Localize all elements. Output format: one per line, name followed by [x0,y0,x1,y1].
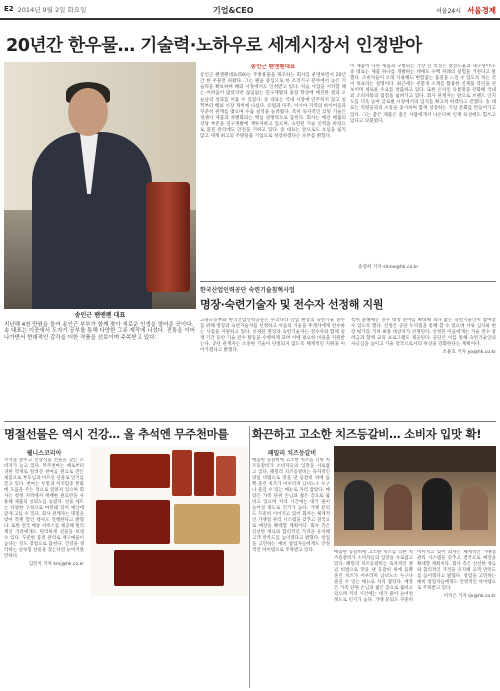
story-left-brand: 웰니스코리아 [26,450,62,457]
header-right [436,5,496,16]
story-right-body-2 [334,550,496,688]
sub-article-text-2: 특히 올해에는 전수 대상 분야를 확대해 보다 많은 숙련기술인이 참여할 수 있도록 했다. 신청은 공단 누리집을 통해 할 수 있으며 서류 심사와 현장 평가를 거쳐 최종 대상자가 선정된다. 선정된 이들에게는 기술 전수 장려금과 함께 교육 프로그램도 제공된다. 공단은 이를 통해 숙련기술인의 자긍심을 높이고 기술 강국으로서의 위상을 강화한다는 계획이다. [351,318,496,348]
sub-article-lede: 한국산업인력공단 숙련기술침혁사업 [200,287,295,294]
bottom-divider [4,421,496,422]
story-left [4,426,247,688]
story-left-text: 추석을 앞두고 건강식품 선물을 찾는 소비자가 늘고 있다. 무주천마는 예로부터 귀한 약재로 알려진 천마를 원료로 만든 제품으로 부모님과 어르신 선물로 인기를 끌고 있다. 천마는 두통과 어지럼증 완화에 도움을 주는 것으로 알려져 있으며 회사는 청정 지역에서 재배한 원료만을 사용해 제품의 신뢰도를 높였다. 선물 세트는 다양한 구성으로 마련돼 있어 예산에 맞게 고를 수 있다. 회사 관계자는 명절을 맞아 특별 할인 행사도 진행한다고 밝혔다. 또한 전국 배송 서비스를 제공해 멀리 계신 가족에게도 편리하게 선물을 보낼 수 있다. 꾸준한 품질 관리로 재구매율이 높다는 것도 장점으로 꼽힌다. 건강을 생각하는 실속형 선물을 찾는다면 눈여겨볼 만하다. [4,458,84,559]
newspaper-logo: 서울경제 [467,6,496,15]
sub-article-headline: 명장·숙련기술자 및 전수자 선정해 지원 [200,298,384,311]
main-headline: 20년간 한우물… 기술력·노하우로 세계시장서 인정받아 [6,36,422,56]
story-right-text-2: 매콤한 등갈비에 고소한 치즈를 더한 치즈등갈비가 소비자들의 입맛을 사로잡고 있다. 패밀리 치즈등갈비는 독자적인 양념 비법으로 맛을 낸 등갈비 위에 듬뿍 올린 치즈가 어우러져 남녀노소 누구나 즐길 수 있는 메뉴로 자리 잡았다. 매장은 가족 단위 손님과 젊은 층으로 붐비고 있으며 저녁 시간에는 대기 줄이 늘어설 정도로 인기가 높다. 가맹 문의도 꾸준히 이어지고 있어 회사는 체계적인 가맹점 관리 시스템을 갖추고 전국으로 매장을 확대할 계획이다. 회사 측은 신선한 재료와 합리적인 가격을 유지해 고객 만족도를 높이겠다고 밝혔다. 창업을 고민하는 예비 창업자들에게도 안정적인 아이템으로 주목받고 있다. [334,550,496,603]
restaurant-photo [334,446,496,546]
story-right-text: 매콤한 등갈비에 고소한 치즈를 더한 치즈등갈비가 소비자들의 입맛을 사로잡고 있다. 패밀리 치즈등갈비는 독자적인 양념 비법으로 맛을 낸 등갈비 위에 듬뿍 올린 치즈가 어우러져 남녀노소 누구나 즐길 수 있는 메뉴로 자리 잡았다. 매장은 가족 단위 손님과 젊은 층으로 붐비고 있으며 저녁 시간에는 대기 줄이 늘어설 정도로 인기가 높다. 가맹 문의도 꾸준히 이어지고 있어 회사는 체계적인 가맹점 관리 시스템을 갖추고 전국으로 매장을 확대할 계획이다. 회사 측은 신선한 재료와 합리적인 가격을 유지해 고객 만족도를 높이겠다고 밝혔다. 창업을 고민하는 예비 창업자들에게도 안정적인 아이템으로 주목받고 있다. [252,458,330,553]
sub-article-byline: 조용호 기자 yo@hk.co.kr [442,350,496,356]
caption-text: 지난해 4천 만원을 들여 송인근 부부가 함께 찾아 새로운 인생을 열어준 곳이다. 송 대표는 이곳에서 도자기 공부를 통해 다양한 그릇 제작에 나섰다. 전통을 이어 나가면서 현대적인 감각을 더한 작품을 선보이며 주목받고 있다. [4,321,195,342]
story-left-body [4,458,84,688]
sub-article-body-1: 고용노동부와 한국산업인력공단은 우리나라 산업 현장의 숙련기술 전수를 위해 명장과 숙련기술자를 선정하고 이들의 기술을 후계자에게 전수하는 사업을 지원하고 있다. 선정된 명장과 숙련기술자는 전수자와 함께 일정 기간 동안 기술 전수 활동을 수행하게 되며 이에 필요한 비용을 지원받는다. 공단 관계자는 소중한 기술이 단절되지 않도록 체계적인 지원을 이어가겠다고 밝혔다. [200,318,345,354]
section-name: 기업&CEO [213,6,254,15]
story-right-body [252,458,330,688]
story-right-title: 화끈하고 고소한 치즈등갈비… 소비자 입맛 확! [252,427,482,441]
page-number: E2 [4,5,14,13]
issue-date: 2014년 9월 2일 화요일 [17,5,87,14]
article-body-1: 송인근 팬앤팬대표(59)는 주방용품을 제조하는 회사를 운영하면서 20년간 한 우물만 파왔다. 그는 팬을 중심으로 한 조리기구 분야에서 높은 기술력을 확보하며 해외 시장에서도 인정받고 있다. 처음 사업을 시작할 때는 어려움이 많았지만 끊임없는 연구개발과 품질 향상에 매진한 결과 오늘날의 성과를 이룰 수 있었다. 송 대표는 국내 시장에 안주하지 않고 일찍부터 해외 시장 개척에 나섰다. 유럽과 미주, 아시아 지역의 바이어들과 꾸준히 관계를 맺으며 수출 실적을 늘려왔다. 특히 독자적인 코팅 기술은 경쟁사 제품과 차별화되는 핵심 경쟁력으로 꼽힌다. 회사는 매년 매출의 상당 부분을 연구개발에 재투자하고 있으며, 숙련된 기술 인력을 바탕으로 품질 관리에도 만전을 기하고 있다. 송 대표는 앞으로도 초심을 잃지 않고 세계 최고의 주방용품 기업으로 성장하겠다는 포부를 밝혔다. [200,73,346,139]
article-byline: 송영희 기자 shine@hk.co.kr [358,265,419,270]
header-label: 서울24시 [435,8,462,15]
story-right-byline: 이지은 기자 lje@hk.co.kr [443,593,496,599]
story-right [252,426,496,688]
sub-article-body-2 [351,318,496,428]
column-divider [249,426,250,688]
product-display [146,182,190,292]
story-left-title: 명절선물은 역시 건강… 올 추석엔 무주천마를 [4,427,229,441]
section-divider [200,281,496,282]
ceo-portrait-photo [4,62,196,309]
article-column-2 [350,64,496,249]
article-body-2: 이 제품이 다른 제품과 구별되는 가장 큰 특징은 열전도율과 내구성이다. 송 대표는 제품 하나를 개발하는 데에도 수백 차례의 실험을 거친다고 말했다. 소비자들이 오래 사용해도 변함없는 품질을 느낄 수 있도록 하는 것이 목표라는 설명이다. 최근에는 친환경 소재를 활용한 신제품 라인을 선보이며 새로운 수요를 창출하고 있다. 또한 온라인 유통망을 강화해 국내외 소비자와의 접점을 넓혀가고 있다. 회사 관계자는 앞으로 브랜드 인지도를 더욱 높여 글로벌 시장에서의 입지를 확고히 하겠다고 전했다. 송 대표는 직원들과의 소통을 중시하며 함께 성장하는 기업 문화를 만들어가고 있다. 그는 좋은 제품은 좋은 사람에게서 나온다며 인재 육성에도 힘쓰고 있다고 덧붙였다. [350,64,496,124]
story-left-byline: 김민지 기자 kmj@hk.co.kr [28,561,84,567]
caption-name: 송인근 팬앤펜 대표 [74,312,126,319]
photo-caption [4,312,196,342]
page-header [0,0,500,20]
story-right-brand: 패밀리 치즈등갈비 [267,450,317,457]
article-lede: 송인근 팬앤팬대표 [250,64,296,70]
gift-set-photo [90,446,248,596]
